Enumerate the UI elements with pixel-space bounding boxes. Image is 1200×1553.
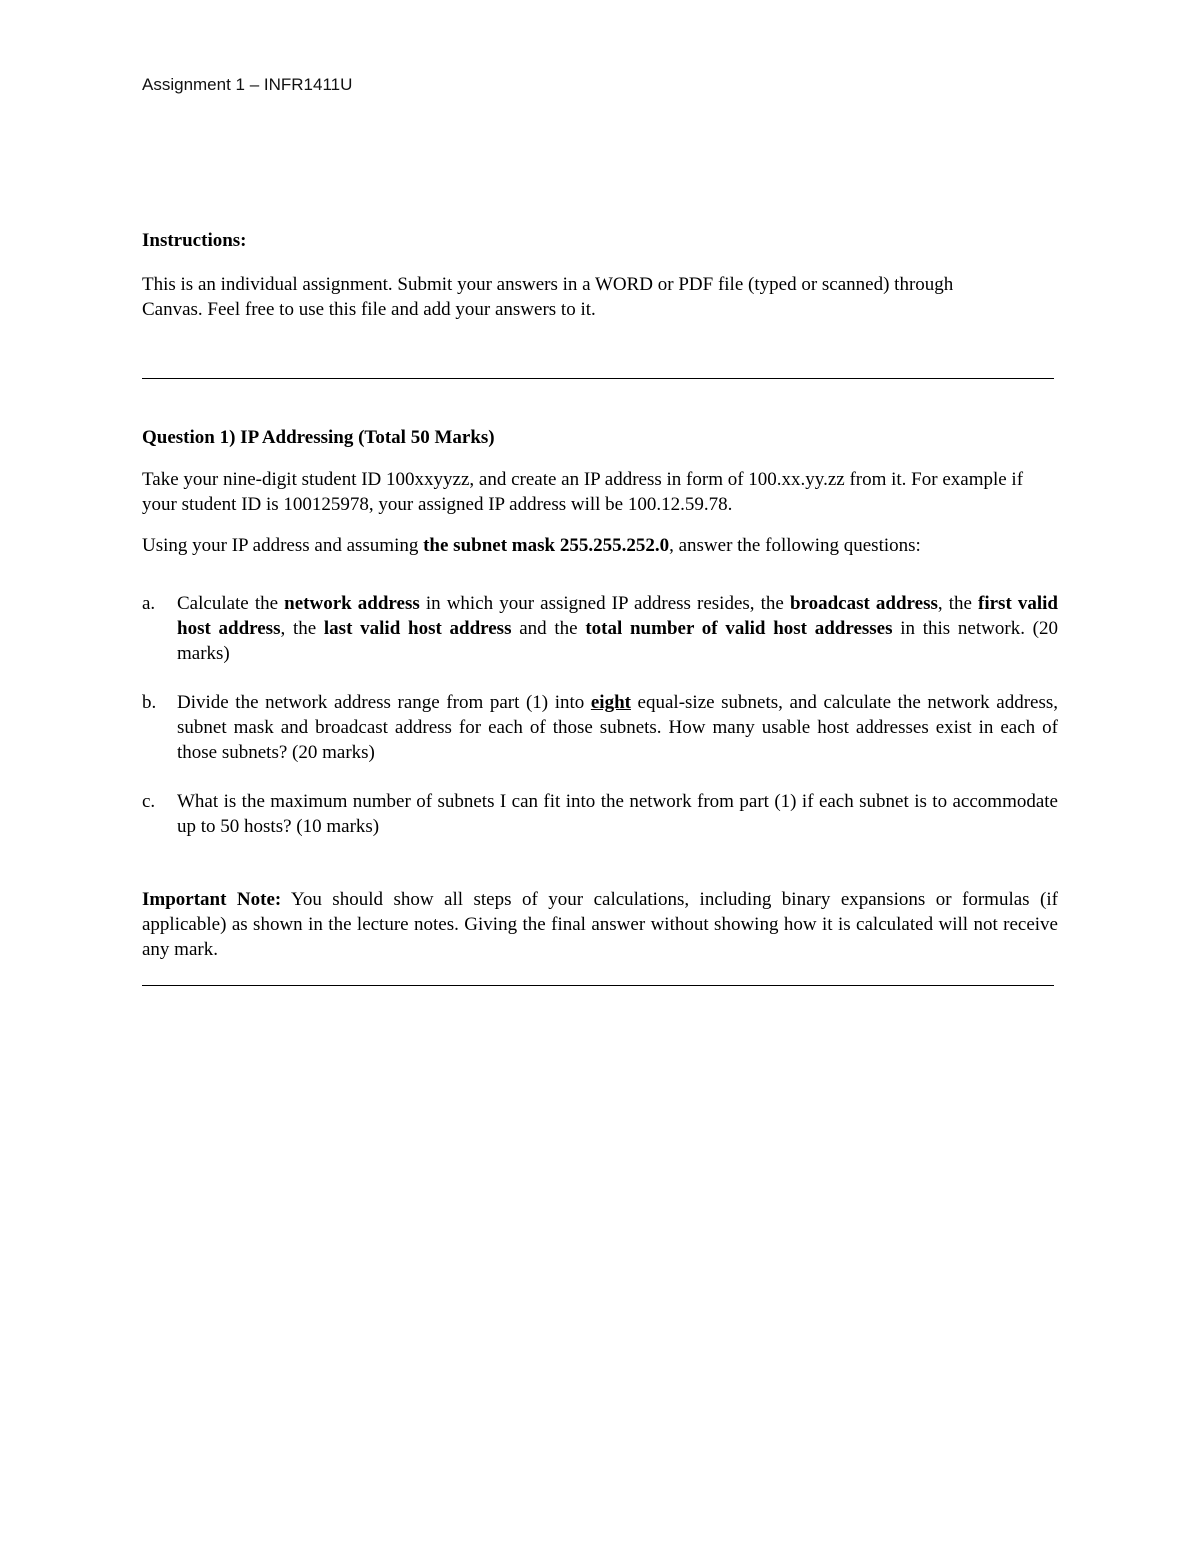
list-item-text: Divide the network address range from part (1) into eight equal-size subnets, and calculate the network address, subnet mask and broadcast address for each of those subnets. How many usable host addresses exist in each of those subnets? (20 marks) [177,692,1058,763]
list-item [142,789,1058,839]
instructions-heading: Instructions: [142,230,247,251]
divider-top [142,378,1054,379]
instructions-section [142,228,1058,322]
list-marker: b. [142,692,157,713]
emphasis-text: broadcast address [789,593,938,614]
document-header: Assignment 1 – INFR1411U [142,75,353,94]
instructions-body: This is an individual assignment. Submit your answers in a WORD or PDF file (typed or scanned) through Canvas. Feel free to use this file and add your answers to it. [142,274,954,320]
important-note-body: You should show all steps of your calculations, including binary expansions or formulas (if applicable) as shown in the lecture notes. Giving the final answer without showing how it is calculated will not receive any mark. [142,889,1058,960]
emphasis-text: total number of valid host addresses [585,618,893,639]
question1-heading: Question 1) IP Addressing (Total 50 Marks) [142,427,495,448]
mask-prefix: Using your IP address and assuming [142,535,424,556]
important-note [142,887,1058,962]
divider-bottom [142,985,1054,986]
question1-intro: Take your nine-digit student ID 100xxyyzz, and create an IP address in form of 100.xx.yy.zz from it. For example if your student ID is 100125978, your assigned IP address will be 100.12.59.78. [142,469,1024,515]
subnet-mask-value: the subnet mask 255.255.252.0 [423,535,670,556]
list-item [142,591,1058,666]
list-item-text: Calculate the network address in which your assigned IP address resides, the broadcast address, the first valid host address, the last valid host address and the total number of valid host addresses in this network. (20 marks) [177,593,1059,664]
list-marker: a. [142,593,156,614]
question-list [142,591,1058,839]
important-note-text [142,887,1058,962]
important-note-label: Important Note: [142,889,282,910]
list-item-text: What is the maximum number of subnets I can fit into the network from part (1) if each subnet is to accommodate up to 50 hosts? (10 marks) [177,791,1058,837]
mask-suffix: , answer the following questions: [669,535,921,556]
question1-mask-instruction [142,533,1058,558]
emphasis-text: first valid host address [177,593,1058,639]
emphasis-text: eight [590,692,631,713]
emphasis-text: network address [284,593,420,614]
list-marker: c. [142,791,156,812]
question1-section [142,425,1058,558]
emphasis-text: last valid host address [323,618,512,639]
list-item [142,690,1058,765]
